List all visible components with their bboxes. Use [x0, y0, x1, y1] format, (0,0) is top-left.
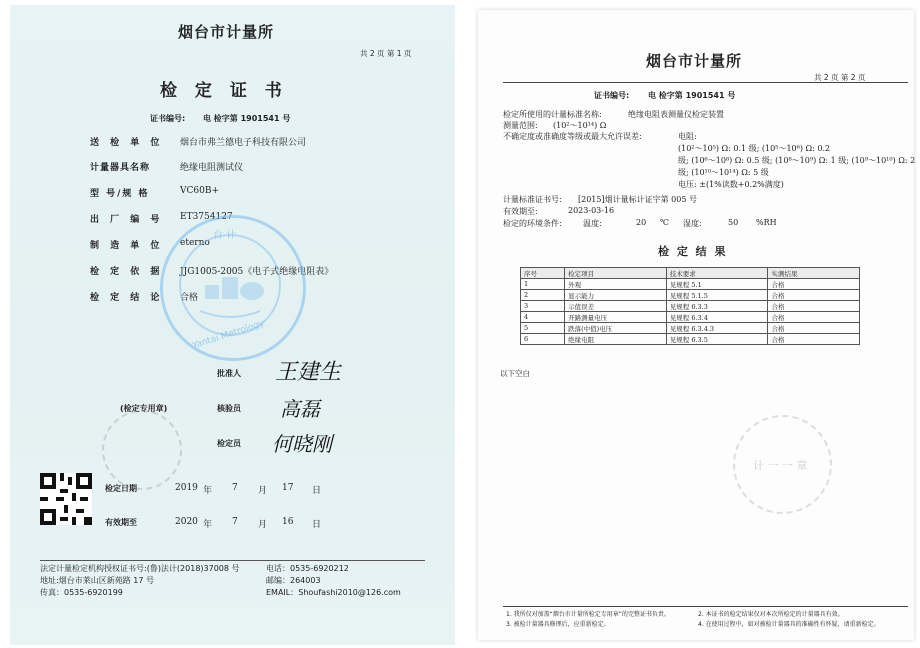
- table-cell: 合格: [768, 334, 860, 345]
- table-cell: 见规程 6.3.4: [666, 312, 768, 323]
- institute-header: 烟台市计量所: [178, 23, 275, 41]
- verifier-label: 核验员: [217, 404, 241, 413]
- valid-value: 2023-03-16: [568, 206, 615, 215]
- table-header: 检定项目: [565, 268, 667, 279]
- field-label-model: 型 号/规 格: [90, 189, 150, 199]
- footer-auth-no: 法定计量检定机构授权证书号:(鲁)法计(2018)37008 号: [40, 564, 240, 573]
- check-date-year: 2019: [175, 483, 198, 493]
- uncertainty-line: 级; (10¹⁰～10¹⁴) Ω: 5 级: [678, 168, 769, 177]
- temp-unit: ℃: [660, 218, 669, 227]
- field-label-manufacturer: 制 造 单 位: [90, 241, 164, 251]
- table-cell: 4: [521, 312, 565, 323]
- table-cell: 合格: [768, 290, 860, 301]
- table-header: 技术要求: [666, 268, 768, 279]
- std-cert-value: [2015]烟计量标计证字第 005 号: [578, 195, 697, 204]
- table-cell: 合格: [768, 279, 860, 290]
- footer-fax: 传真：0535-6920199: [40, 588, 123, 597]
- table-cell: 见规程 5.1: [666, 279, 768, 290]
- humidity-unit: %RH: [756, 218, 777, 227]
- field-label-basis: 检 定 依 据: [90, 267, 164, 277]
- field-value-instrument: 绝缘电阻测试仪: [180, 163, 244, 173]
- table-cell: 外观: [565, 279, 667, 290]
- table-header-row: [521, 268, 860, 279]
- field-label-conclusion: 检 定 结 论: [90, 293, 164, 303]
- table-cell: 显示能力: [565, 290, 667, 301]
- table-cell: 绝缘电阻: [565, 334, 667, 345]
- valid-until-month: 7: [232, 517, 238, 527]
- note-item: 2. 本证书的检定结果仅对本次所检定的计量器具有效。: [698, 611, 844, 618]
- note-item: 3. 被检计量器具修理后，应重新检定。: [506, 621, 610, 628]
- approver-label: 批准人: [217, 369, 241, 378]
- table-cell: 合格: [768, 312, 860, 323]
- official-seal: [160, 215, 306, 361]
- table-cell: 合格: [768, 301, 860, 312]
- verifier-signature: 高磊: [280, 397, 320, 421]
- uncertainty-line: (10²～10⁵) Ω: 0.1 级; (10⁵～10⁶) Ω: 0.2: [678, 144, 831, 153]
- check-date-year-unit: 年: [203, 486, 213, 496]
- stamp-note: (检定专用章): [120, 404, 168, 413]
- certificate-page-2: [478, 10, 914, 640]
- table-header: 实测结果: [768, 268, 860, 279]
- table-row: [521, 301, 860, 312]
- seal-top-text: 台 计: [213, 230, 237, 241]
- check-date-month: 7: [232, 483, 238, 493]
- cert-no-value-2: 电 检字第 1901541 号: [648, 91, 736, 100]
- table-cell: 见规程 6.3.4.3: [666, 323, 768, 334]
- valid-label: 有效期至:: [503, 207, 538, 216]
- table-cell: 5: [521, 323, 565, 334]
- range-label: 测量范围:: [503, 121, 538, 130]
- field-label-submitter: 送 检 单 位: [90, 138, 164, 148]
- table-row: [521, 279, 860, 290]
- table-cell: 示值误差: [565, 301, 667, 312]
- table-row: [521, 334, 860, 345]
- page-info-2: 共 2 页 第 2 页: [814, 73, 866, 82]
- humidity-label: 湿度:: [683, 219, 702, 228]
- table-cell: 见规程 5.1.5: [666, 290, 768, 301]
- table-cell: 1: [521, 279, 565, 290]
- standard-value: 绝缘电阻表测量仪检定装置: [628, 110, 724, 119]
- valid-until-year-unit: 年: [203, 520, 213, 530]
- footer-postcode: 邮编：264003: [266, 576, 321, 585]
- certificate-page-1: [10, 5, 455, 645]
- certificate-title: 检 定 证 书: [160, 81, 288, 101]
- uncertainty-line: 电阻:: [678, 132, 697, 141]
- uncertainty-line: 级; (10⁶～10⁸) Ω: 0.5 级; (10⁸～10⁹) Ω: 1 级; (10⁹～10¹⁰) Ω: 2: [678, 156, 916, 165]
- cert-no-label: 证书编号:: [150, 114, 186, 123]
- note-item: 4. 在使用过程中，如对被检计量器具的准确性有怀疑，请重新检定。: [698, 621, 880, 628]
- valid-until-month-unit: 月: [258, 520, 268, 530]
- table-cell: 见规程 6.3.5: [666, 334, 768, 345]
- header-divider: [503, 82, 908, 83]
- notes-divider: [503, 606, 908, 607]
- table-cell: 跌落(中值)电压: [565, 323, 667, 334]
- check-date-month-unit: 月: [258, 486, 268, 496]
- temp-label: 温度:: [583, 219, 602, 228]
- field-value-serial: ET3754127: [180, 212, 233, 222]
- inspector-label: 检定员: [217, 439, 241, 448]
- standard-label: 检定所使用的计量标准名称:: [503, 110, 602, 119]
- institute-header-2: 烟台市计量所: [646, 52, 743, 70]
- uncertainty-label: 不确定度或准确度等级或最大允许误差:: [503, 132, 642, 141]
- qr-code-icon: [40, 473, 92, 525]
- uncertainty-line: 电压: ±(1%读数+0.2%满度): [678, 180, 784, 189]
- footer-email: EMAIL：Shoufashi2010@126.com: [266, 588, 401, 597]
- approver-signature: 王建生: [275, 360, 342, 385]
- inspector-signature: 何晓刚: [272, 432, 332, 456]
- cert-no-label-2: 证书编号:: [594, 91, 630, 100]
- std-cert-label: 计量标准证书号:: [503, 195, 562, 204]
- field-label-serial: 出 厂 编 号: [90, 215, 164, 225]
- cert-no-value: 电 检字第 1901541 号: [203, 114, 291, 123]
- check-date-day-unit: 日: [312, 486, 322, 496]
- table-cell: 6: [521, 334, 565, 345]
- check-date-day: 17: [282, 483, 294, 493]
- table-cell: 2: [521, 290, 565, 301]
- results-title: 检 定 结 果: [658, 245, 728, 258]
- humidity-value: 50: [728, 218, 739, 227]
- table-header: 序号: [521, 268, 565, 279]
- temp-value: 20: [636, 218, 647, 227]
- valid-until-day-unit: 日: [312, 520, 322, 530]
- note-item: 1. 我所仅对加盖“烟台市计量所检定专用章”的完整证书负责。: [506, 611, 670, 618]
- footer-phone: 电话：0535-6920212: [266, 564, 349, 573]
- field-value-conclusion: 合格: [180, 293, 199, 303]
- table-cell: 合格: [768, 323, 860, 334]
- valid-until-year: 2020: [175, 517, 198, 527]
- valid-until-label: 有效期至: [105, 518, 137, 527]
- table-cell: 见规程 6.3.3: [666, 301, 768, 312]
- footer-address: 地址:烟台市莱山区新苑路 17 号: [40, 576, 154, 585]
- table-cell: 3: [521, 301, 565, 312]
- table-cell: 开路测量电压: [565, 312, 667, 323]
- env-label: 检定的环境条件:: [503, 219, 562, 228]
- table-row: [521, 323, 860, 334]
- seal-text-2: 计 一 一 章: [753, 459, 808, 472]
- range-value: (10²～10¹⁴) Ω: [553, 121, 607, 130]
- footer-divider: [40, 560, 425, 561]
- field-value-manufacturer: eterno: [180, 238, 210, 248]
- field-value-basis: JJG1005-2005《电子式绝缘电阻表》: [180, 267, 334, 277]
- valid-until-day: 16: [282, 517, 294, 527]
- page-info: 共 2 页 第 1 页: [360, 49, 412, 58]
- table-row: [521, 290, 860, 301]
- table-row: [521, 312, 860, 323]
- faded-seal-2: [733, 415, 832, 514]
- seal-text: Yantai Metrology: [191, 318, 266, 352]
- faded-seal: [102, 410, 182, 490]
- field-value-model: VC60B+: [180, 186, 219, 196]
- field-label-instrument: 计量器具名称: [90, 163, 151, 173]
- check-date-label: 检定日期: [105, 484, 137, 493]
- field-value-submitter: 烟台市弗兰德电子科技有限公司: [180, 138, 307, 148]
- results-table: [520, 267, 860, 345]
- blank-note: 以下空白: [500, 369, 530, 378]
